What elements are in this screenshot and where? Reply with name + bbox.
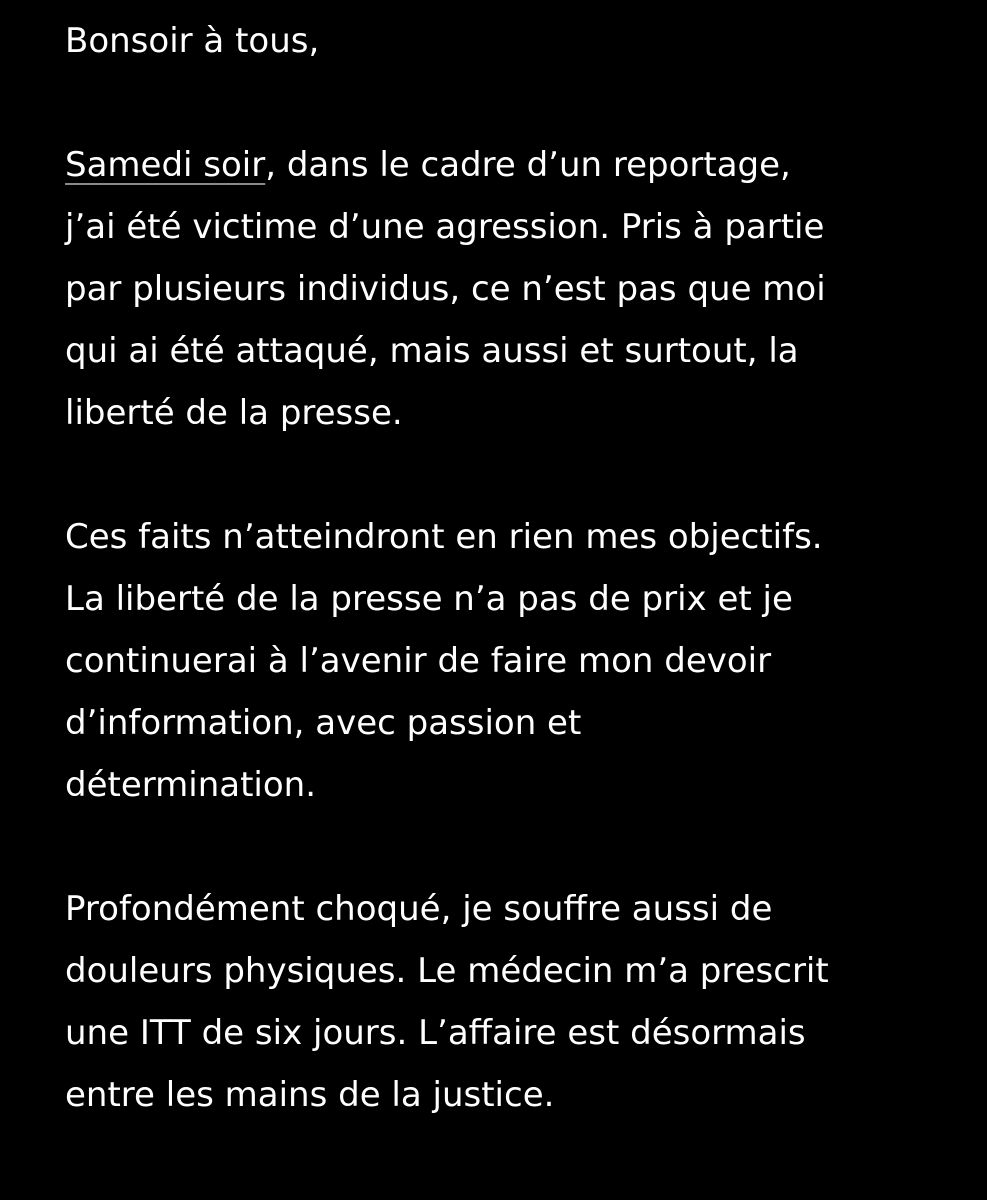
date-link[interactable]: Samedi soir: [65, 145, 266, 185]
paragraph-3: [65, 878, 965, 1126]
paragraph-1-line-2: j’ai été victime d’une agression. Pris à partie: [65, 207, 825, 247]
paragraph-2: [65, 506, 965, 816]
paragraph-1-line-1: [65, 134, 965, 196]
paragraph-3-line-4: entre les mains de la justice.: [65, 1075, 555, 1115]
paragraph-2-line-5: détermination.: [65, 765, 317, 805]
paragraph-1-line-1-text: , dans le cadre d’un reportage,: [265, 145, 791, 185]
paragraph-1-line-5: liberté de la presse.: [65, 393, 403, 433]
paragraph-3-line-2: douleurs physiques. Le médecin m’a prescrit: [65, 951, 829, 991]
note-body: [65, 10, 965, 1126]
paragraph-2-line-1: Ces faits n’atteindront en rien mes objectifs.: [65, 517, 823, 557]
paragraph-spacer: [65, 444, 965, 506]
paragraph-1-line-4: qui ai été attaqué, mais aussi et surtout, la: [65, 331, 799, 371]
paragraph-spacer: [65, 72, 965, 134]
greeting-line: Bonsoir à tous,: [65, 21, 320, 61]
paragraph-2-line-3: continuerai à l’avenir de faire mon devoir: [65, 641, 772, 681]
paragraph-spacer: [65, 816, 965, 878]
paragraph-1-line-3: par plusieurs individus, ce n’est pas que moi: [65, 269, 826, 309]
paragraph-2-line-2: La liberté de la presse n’a pas de prix et je: [65, 579, 793, 619]
paragraph-1: [65, 134, 965, 444]
paragraph-3-line-3: une ITT de six jours. L’affaire est désormais: [65, 1013, 806, 1053]
paragraph-2-line-4: d’information, avec passion et: [65, 703, 582, 743]
paragraph-3-line-1: Profondément choqué, je souffre aussi de: [65, 889, 773, 929]
